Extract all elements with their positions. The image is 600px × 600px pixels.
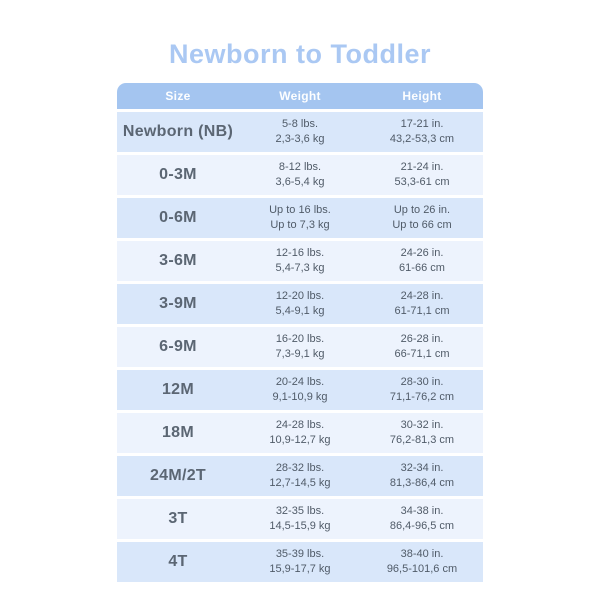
weight-metric: 5,4-9,1 kg <box>275 305 325 317</box>
column-header-size: Size <box>117 83 239 109</box>
height-metric: 43,2-53,3 cm <box>389 133 455 145</box>
height-imperial: 34-38 in. <box>400 504 444 517</box>
weight-metric: Up to 7,3 kg <box>270 219 330 231</box>
table-row <box>117 155 483 195</box>
height-metric: 76,2-81,3 cm <box>389 434 455 446</box>
weight-metric: 12,7-14,5 kg <box>269 477 331 489</box>
table-row <box>117 542 483 582</box>
height-metric: 86,4-96,5 cm <box>389 520 455 532</box>
weight-imperial: 20-24 lbs. <box>275 375 325 388</box>
weight-imperial: 8-12 lbs. <box>278 160 322 173</box>
table-body <box>117 112 483 582</box>
weight-metric: 14,5-15,9 kg <box>269 520 331 532</box>
height-cell <box>361 370 483 410</box>
table-row <box>117 456 483 496</box>
height-metric: 71,1-76,2 cm <box>389 391 455 403</box>
weight-cell <box>239 327 361 367</box>
weight-imperial: Up to 16 lbs. <box>269 203 331 216</box>
weight-metric: 5,4-7,3 kg <box>275 262 325 274</box>
height-cell <box>361 499 483 539</box>
height-cell <box>361 155 483 195</box>
height-cell <box>361 542 483 582</box>
weight-cell <box>239 155 361 195</box>
table-row <box>117 112 483 152</box>
height-metric: 96,5-101,6 cm <box>386 563 458 575</box>
size-cell: 3-6M <box>117 241 239 281</box>
size-cell: 4T <box>117 542 239 582</box>
column-header-height: Height <box>361 83 483 109</box>
weight-cell <box>239 198 361 238</box>
weight-imperial: 12-20 lbs. <box>275 289 325 302</box>
height-cell <box>361 198 483 238</box>
weight-cell <box>239 241 361 281</box>
weight-metric: 9,1-10,9 kg <box>272 391 328 403</box>
weight-cell <box>239 542 361 582</box>
height-imperial: 24-26 in. <box>400 246 444 259</box>
table-header <box>117 83 483 109</box>
height-imperial: 17-21 in. <box>400 117 444 130</box>
table-row <box>117 284 483 324</box>
height-cell <box>361 284 483 324</box>
height-imperial: 30-32 in. <box>400 418 444 431</box>
height-imperial: 38-40 in. <box>400 547 444 560</box>
size-cell: 0-6M <box>117 198 239 238</box>
table-row <box>117 327 483 367</box>
weight-cell <box>239 370 361 410</box>
height-imperial: 26-28 in. <box>400 332 444 345</box>
weight-cell <box>239 456 361 496</box>
height-metric: 53,3-61 cm <box>394 176 450 188</box>
size-cell: Newborn (NB) <box>117 112 239 152</box>
weight-metric: 10,9-12,7 kg <box>269 434 331 446</box>
size-cell: 24M/2T <box>117 456 239 496</box>
size-cell: 18M <box>117 413 239 453</box>
weight-imperial: 32-35 lbs. <box>275 504 325 517</box>
height-metric: 81,3-86,4 cm <box>389 477 455 489</box>
table-row <box>117 413 483 453</box>
weight-imperial: 35-39 lbs. <box>275 547 325 560</box>
size-chart-table <box>117 80 483 585</box>
weight-imperial: 28-32 lbs. <box>275 461 325 474</box>
table-row <box>117 499 483 539</box>
height-cell <box>361 241 483 281</box>
size-cell: 6-9M <box>117 327 239 367</box>
size-cell: 3T <box>117 499 239 539</box>
weight-imperial: 24-28 lbs. <box>275 418 325 431</box>
size-cell: 3-9M <box>117 284 239 324</box>
weight-metric: 3,6-5,4 kg <box>275 176 325 188</box>
table-row <box>117 198 483 238</box>
table-row <box>117 370 483 410</box>
height-cell <box>361 413 483 453</box>
weight-cell <box>239 112 361 152</box>
height-metric: 61-66 cm <box>399 262 445 274</box>
weight-cell <box>239 284 361 324</box>
page-title: Newborn to Toddler <box>169 39 431 69</box>
size-cell: 12M <box>117 370 239 410</box>
height-cell <box>361 112 483 152</box>
height-metric: 61-71,1 cm <box>394 305 450 317</box>
weight-cell <box>239 413 361 453</box>
size-cell: 0-3M <box>117 155 239 195</box>
height-imperial: 28-30 in. <box>400 375 444 388</box>
weight-imperial: 16-20 lbs. <box>275 332 325 345</box>
height-cell <box>361 456 483 496</box>
height-imperial: 21-24 in. <box>400 160 444 173</box>
column-header-weight: Weight <box>239 83 361 109</box>
weight-imperial: 12-16 lbs. <box>275 246 325 259</box>
weight-cell <box>239 499 361 539</box>
height-metric: Up to 66 cm <box>392 219 452 231</box>
height-imperial: 24-28 in. <box>400 289 444 302</box>
height-cell <box>361 327 483 367</box>
weight-metric: 7,3-9,1 kg <box>275 348 325 360</box>
weight-metric: 2,3-3,6 kg <box>275 133 325 145</box>
weight-metric: 15,9-17,7 kg <box>269 563 331 575</box>
height-imperial: 32-34 in. <box>400 461 444 474</box>
table-row <box>117 241 483 281</box>
height-imperial: Up to 26 in. <box>393 203 451 216</box>
weight-imperial: 5-8 lbs. <box>281 117 319 130</box>
height-metric: 66-71,1 cm <box>394 348 450 360</box>
